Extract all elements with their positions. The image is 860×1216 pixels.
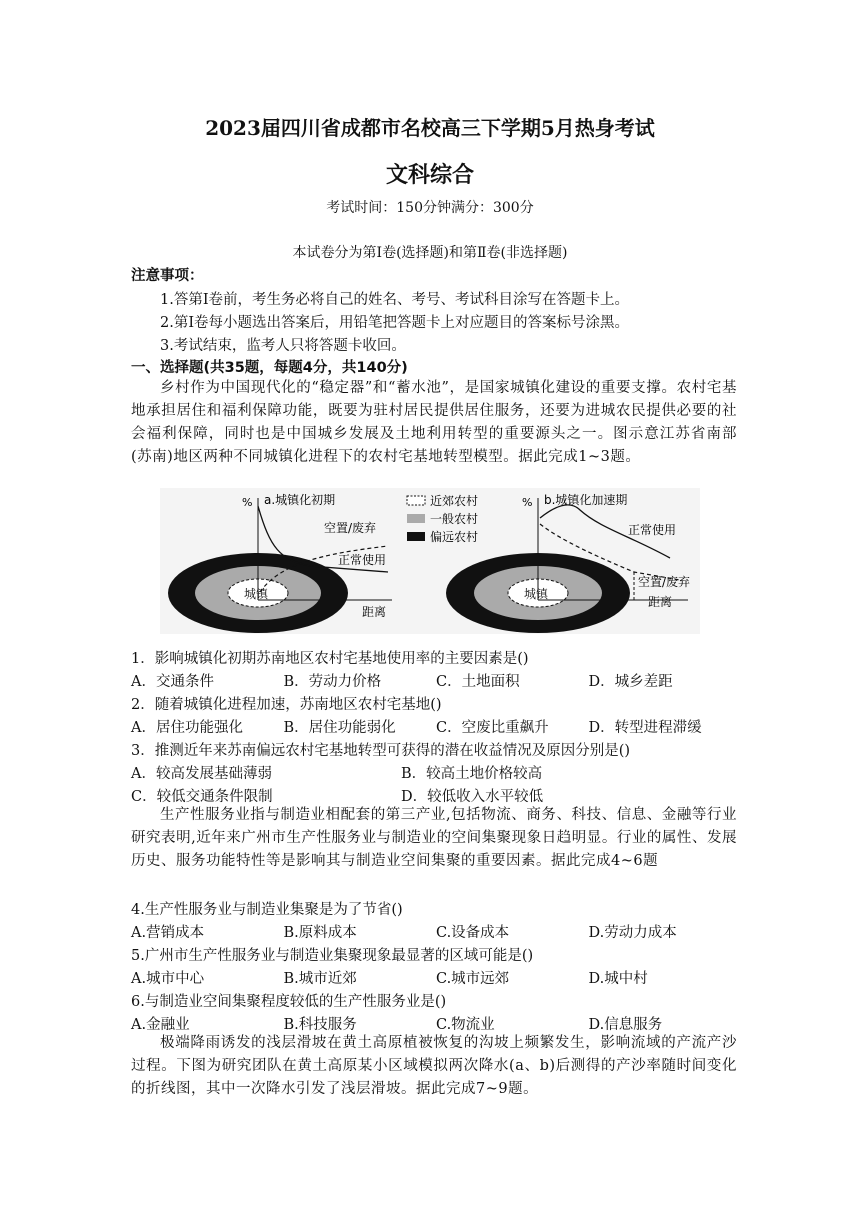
- option[interactable]: A．居住功能强化: [131, 720, 243, 736]
- option[interactable]: D.劳动力成本: [588, 925, 677, 941]
- exam-subject: 文科综合: [385, 162, 474, 188]
- y-unit-b: %: [522, 496, 533, 509]
- question-2-options: [131, 716, 741, 737]
- chart-b-title: b.城镇化加速期: [544, 493, 628, 507]
- legend-item: 近郊农村: [430, 494, 479, 508]
- center-label-b: 城镇: [524, 587, 549, 601]
- option[interactable]: B.原料成本: [283, 925, 357, 941]
- question-2-stem: 2．随着城镇化进程加速，苏南地区农村宅基地(): [131, 697, 442, 713]
- option[interactable]: A.营销成本: [131, 925, 205, 941]
- question-6-options: [131, 1013, 741, 1034]
- option[interactable]: C．空废比重飙升: [436, 720, 549, 736]
- passage-1: 乡村作为中国现代化的“稳定器”和“蓄水池”，是国家城镇化建设的重要支撑。农村宅基地承担居住和福利保障功能，既要为驻村居民提供居住服务，还要为进城农民提供必要的社会福利保障，同时也是中国城乡发展及土地利用转型的重要源头之一。图示意江苏省南部(苏南)地区两种不同城镇化进程下的农村宅基地转型模型。据此完成1~3题。: [131, 380, 737, 465]
- exam-title: 2023届四川省成都市名校高三下学期5月热身考试: [205, 116, 655, 140]
- notes-item: 2.第Ⅰ卷每小题选出答案后，用铅笔把答题卡上对应题目的答案标号涂黑。: [160, 315, 630, 331]
- option[interactable]: D．较低收入水平较低: [401, 789, 544, 805]
- option[interactable]: D.信息服务: [588, 1017, 663, 1033]
- option[interactable]: D．城乡差距: [588, 674, 673, 690]
- question-1-options: [131, 670, 741, 691]
- option[interactable]: D．转型进程滞缓: [588, 720, 702, 736]
- passage-3: 极端降雨诱发的浅层滑坡在黄土高原植被恢复的沟坡上频繁发生，影响流域的产流产沙过程。下图为研究团队在黄土高原某小区域模拟两次降水(a、b)后测得的产沙率随时间变化的折线图，其中一次降水引发了浅层滑坡。据此完成7~9题。: [131, 1035, 737, 1097]
- question-4-stem: 4.生产性服务业与制造业集聚是为了节省(): [131, 902, 403, 918]
- x-label-b: 距离: [648, 595, 673, 609]
- exam-structure: 本试卷分为第Ⅰ卷(选择题)和第Ⅱ卷(非选择题): [292, 245, 568, 261]
- option[interactable]: B.城市近郊: [283, 971, 357, 987]
- curve-vacant-b: 空置/废弃: [638, 575, 691, 589]
- legend-item: 偏远农村: [430, 530, 479, 544]
- option[interactable]: B．劳动力价格: [283, 674, 382, 690]
- chart-a-title: a.城镇化初期: [264, 493, 336, 507]
- question-6-stem: 6.与制造业空间集聚程度较低的生产性服务业是(): [131, 994, 447, 1010]
- legend-item: 一般农村: [430, 512, 479, 526]
- exam-time-info: 考试时间：150分钟满分：300分: [326, 200, 534, 216]
- y-unit-a: %: [242, 496, 253, 509]
- option[interactable]: A.金融业: [131, 1017, 190, 1033]
- question-3-options-row1: [131, 762, 741, 783]
- question-5-options: [131, 967, 741, 988]
- urbanization-figure: [160, 488, 700, 634]
- legend: [407, 493, 478, 544]
- option[interactable]: A.城市中心: [131, 971, 205, 987]
- center-label-a: 城镇: [244, 587, 269, 601]
- question-5-stem: 5.广州市生产性服务业与制造业集聚现象最显著的区域可能是(): [131, 948, 534, 964]
- option[interactable]: D.城中村: [588, 971, 648, 987]
- option[interactable]: A．较高发展基础薄弱: [131, 766, 272, 782]
- notes-heading: 注意事项：: [131, 268, 204, 284]
- option[interactable]: C．较低交通条件限制: [131, 789, 273, 805]
- option[interactable]: C.设备成本: [436, 925, 510, 941]
- question-1-stem: 1．影响城镇化初期苏南地区农村宅基地使用率的主要因素是(): [131, 651, 529, 667]
- x-label-a: 距离: [362, 605, 387, 619]
- option[interactable]: A．交通条件: [131, 674, 214, 690]
- option[interactable]: B.科技服务: [283, 1017, 357, 1033]
- option[interactable]: C．土地面积: [436, 674, 520, 690]
- option[interactable]: B．居住功能弱化: [283, 720, 396, 736]
- question-3-stem: 3．推测近年来苏南偏远农村宅基地转型可获得的潜在收益情况及原因分别是(): [131, 743, 631, 759]
- section-heading: 一、选择题(共35题，每题4分，共140分): [131, 360, 408, 376]
- notes-item: 3.考试结束，监考人只将答题卡收回。: [160, 338, 406, 354]
- option[interactable]: B．较高土地价格较高: [401, 766, 543, 782]
- notes-item: 1.答第Ⅰ卷前，考生务必将自己的姓名、考号、考试科目涂写在答题卡上。: [160, 292, 630, 308]
- option[interactable]: C.城市远郊: [436, 971, 510, 987]
- question-4-options: [131, 921, 741, 942]
- question-3-options-row2: [131, 785, 741, 806]
- passage-2: 生产性服务业指与制造业相配套的第三产业,包括物流、商务、科技、信息、金融等行业研究表明,近年来广州市生产性服务业与制造业的空间集聚现象日趋明显。行业的属性、发展历史、服务功能特性等是影响其与制造业空间集聚的重要因素。据此完成4~6题: [131, 807, 737, 869]
- curve-normal-a: 正常使用: [338, 553, 387, 567]
- curve-normal-b: 正常使用: [628, 523, 677, 537]
- option[interactable]: C.物流业: [436, 1017, 495, 1033]
- curve-vacant-a: 空置/废弃: [324, 521, 377, 535]
